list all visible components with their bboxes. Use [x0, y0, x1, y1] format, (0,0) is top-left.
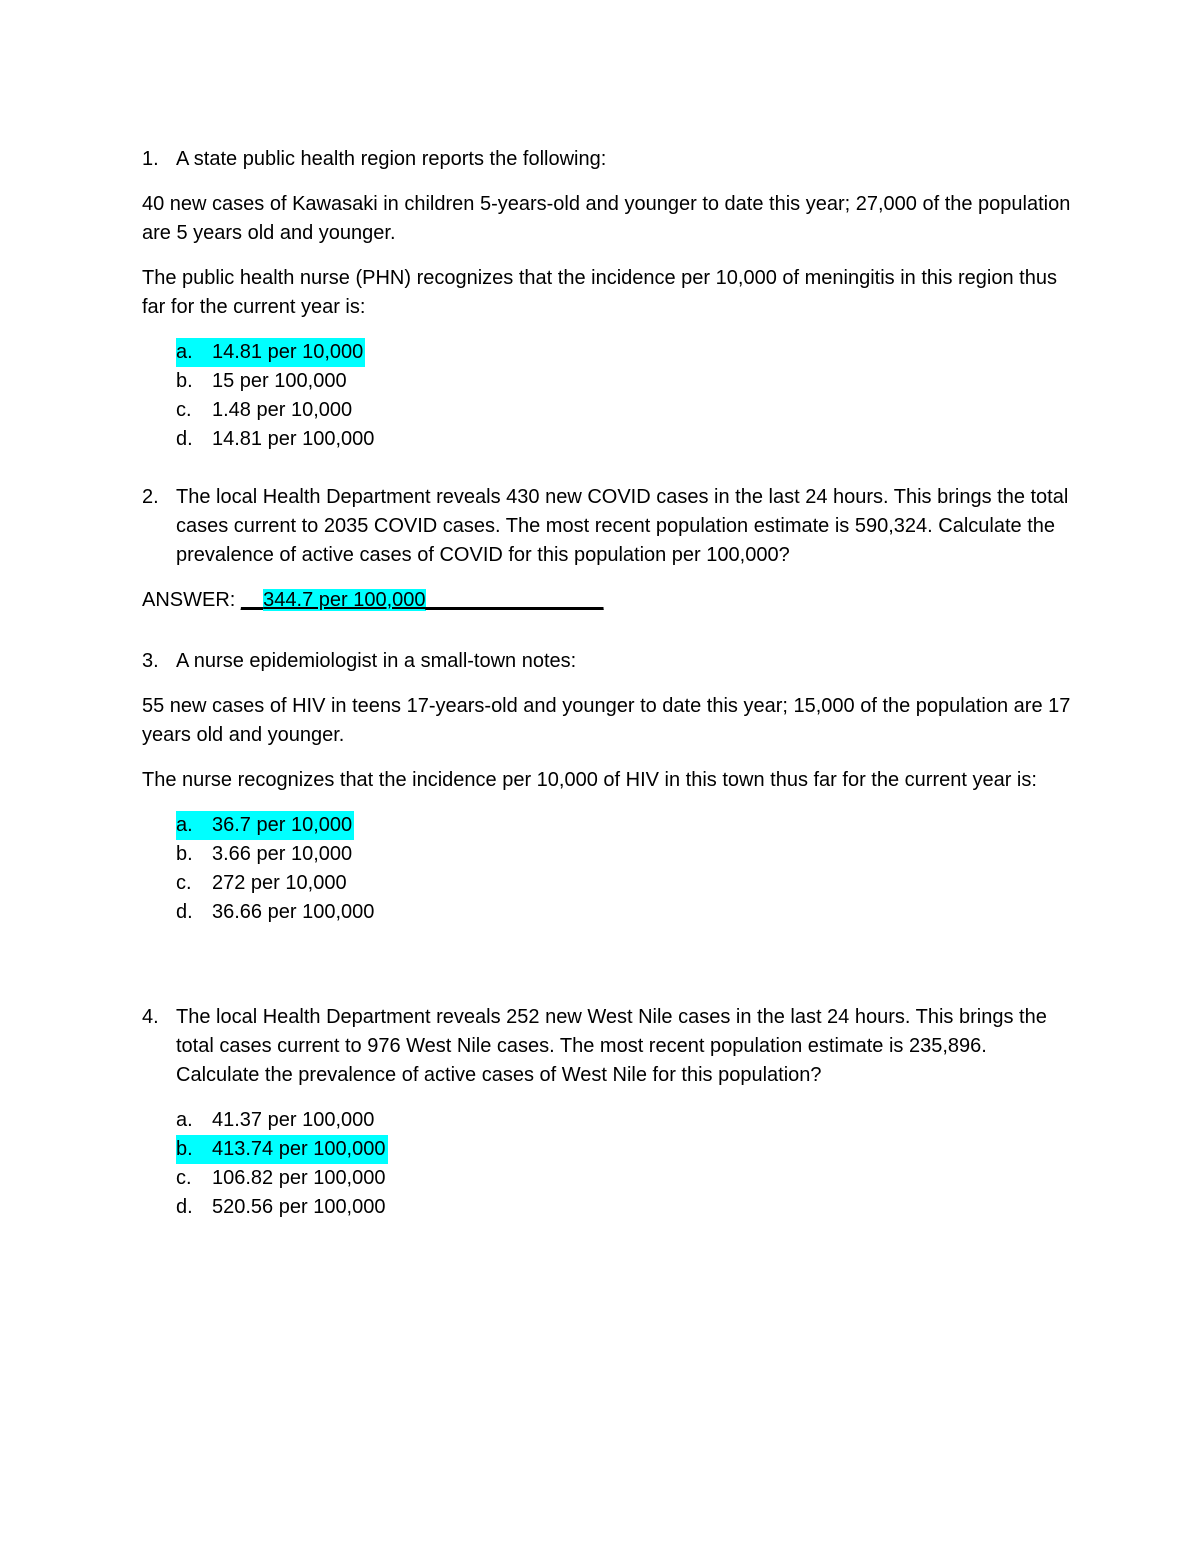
- option-b: [176, 367, 1072, 396]
- option-text: 272 per 10,000: [212, 872, 347, 894]
- option-letter: a.: [176, 341, 193, 363]
- question-4: [142, 1003, 1072, 1222]
- option-d: [176, 898, 1072, 927]
- option-text: 14.81 per 100,000: [212, 428, 375, 450]
- answer-label: ANSWER:: [142, 589, 241, 611]
- option-c: [176, 396, 1072, 425]
- option: [176, 396, 352, 425]
- option: [176, 840, 352, 869]
- option-letter: b.: [176, 843, 193, 865]
- answer-value: 344.7 per 100,000: [263, 589, 426, 611]
- highlighted-option: [176, 338, 365, 367]
- option-letter: d.: [176, 428, 193, 450]
- option-text: 14.81 per 10,000: [212, 341, 364, 363]
- question-4-header: [142, 1003, 1072, 1090]
- highlighted-option: [176, 811, 354, 840]
- option-text: 36.7 per 10,000: [212, 814, 353, 836]
- highlighted-option: [176, 1135, 388, 1164]
- option-d: [176, 1193, 1072, 1222]
- question-number: 4.: [142, 1006, 159, 1028]
- option: [176, 869, 347, 898]
- option-letter: b.: [176, 370, 193, 392]
- option-letter: d.: [176, 1196, 193, 1218]
- option-letter: d.: [176, 901, 193, 923]
- question-text: A state public health region reports the following:: [176, 148, 607, 170]
- option-letter: c.: [176, 1167, 192, 1189]
- option: [176, 425, 374, 454]
- question-text: The local Health Department reveals 252 new West Nile cases in the last 24 hours. This brings the total cases current to 976 West Nile cases. The most recent population estimate is 235,896. Calculate the prevalence of active cases of West Nile for this population?: [176, 1006, 1047, 1086]
- option-c: [176, 869, 1072, 898]
- option-text: 520.56 per 100,000: [212, 1196, 386, 1218]
- option-b: [176, 1135, 1072, 1164]
- question-text: A nurse epidemiologist in a small-town notes:: [176, 650, 577, 672]
- option-letter: c.: [176, 872, 192, 894]
- answer-blank-after: ________________: [425, 589, 604, 611]
- option-text: 41.37 per 100,000: [212, 1109, 375, 1131]
- option-letter: c.: [176, 399, 192, 421]
- question-2: [142, 483, 1072, 615]
- option-a: [176, 811, 1072, 840]
- question-paragraph: The nurse recognizes that the incidence per 10,000 of HIV in this town thus far for the current year is:: [142, 769, 1037, 791]
- option-text: 1.48 per 10,000: [212, 399, 353, 421]
- option: [176, 1193, 386, 1222]
- option-letter: a.: [176, 1109, 193, 1131]
- option-c: [176, 1164, 1072, 1193]
- option-text: 3.66 per 10,000: [212, 843, 353, 865]
- question-3-header: [142, 647, 1072, 676]
- question-number: 2.: [142, 486, 159, 508]
- question-paragraph: The public health nurse (PHN) recognizes that the incidence per 10,000 of meningitis in this region thus far for the current year is:: [142, 267, 1057, 318]
- option-a: [176, 338, 1072, 367]
- question-paragraph: 55 new cases of HIV in teens 17-years-old and younger to date this year; 15,000 of the population are 17 years old and younger.: [142, 695, 1071, 746]
- question-3: [142, 647, 1072, 927]
- answer-line: [142, 586, 1072, 615]
- options-list: [176, 338, 1072, 454]
- question-text: The local Health Department reveals 430 new COVID cases in the last 24 hours. This brings the total cases current to 2035 COVID cases. The most recent population estimate is 590,324. Calculate the prevalence of active cases of COVID for this population per 100,000?: [176, 486, 1069, 566]
- question-2-header: [142, 483, 1072, 570]
- options-list: [176, 811, 1072, 927]
- option-text: 106.82 per 100,000: [212, 1167, 386, 1189]
- option-text: 36.66 per 100,000: [212, 901, 375, 923]
- answer-blank-before: __: [240, 589, 264, 611]
- option-text: 15 per 100,000: [212, 370, 347, 392]
- question-paragraph: 40 new cases of Kawasaki in children 5-years-old and younger to date this year; 27,000 of the population are 5 years old and younger.: [142, 193, 1071, 244]
- option-b: [176, 840, 1072, 869]
- option-letter: b.: [176, 1138, 193, 1160]
- option-d: [176, 425, 1072, 454]
- option-letter: a.: [176, 814, 193, 836]
- option: [176, 898, 374, 927]
- options-list: [176, 1106, 1072, 1222]
- question-number: 1.: [142, 148, 159, 170]
- option: [176, 1106, 374, 1135]
- question-1: [142, 145, 1072, 454]
- question-number: 3.: [142, 650, 159, 672]
- option: [176, 1164, 386, 1193]
- question-1-header: [142, 145, 1072, 174]
- option-a: [176, 1106, 1072, 1135]
- option: [176, 367, 347, 396]
- option-text: 413.74 per 100,000: [212, 1138, 386, 1160]
